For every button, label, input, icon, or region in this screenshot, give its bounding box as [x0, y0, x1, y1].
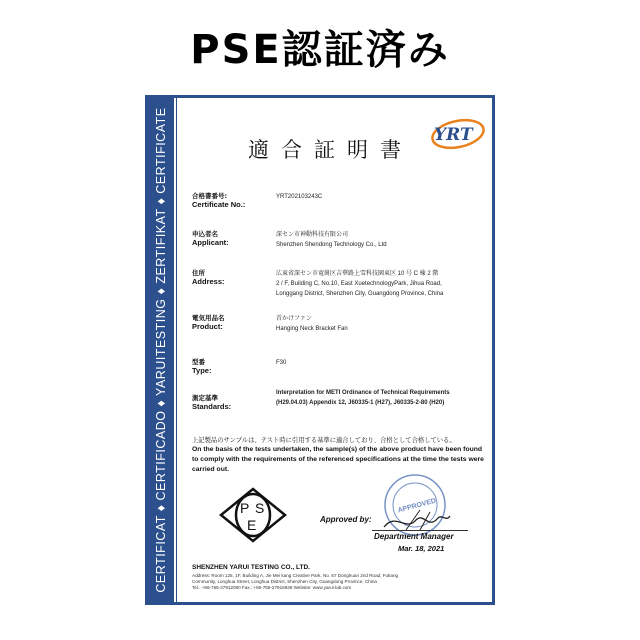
logo-lettering: YRT: [434, 125, 473, 145]
value-line: Longgang District, Shenzhen City, Guangdong Province, China: [276, 291, 444, 297]
certificate: [145, 95, 495, 605]
inner-border-line: [176, 98, 177, 602]
lab-name: SHENZHEN YARUI TESTING CO., LTD.: [192, 564, 310, 571]
label-certificate-no-jp: 合格書番号:: [192, 192, 228, 200]
label-standards-en: Standards:: [192, 402, 232, 411]
lab-address-line-1: Address: Room 125, 1F, Building A, Jie Mei kang Creative Park, No. 57 Donghuan 2nd Road, Fukang: [192, 573, 399, 578]
department-manager-label: Department Manager: [374, 532, 454, 541]
side-band: [148, 98, 174, 602]
label-address-jp: 住所: [192, 269, 205, 277]
value-applicant: [276, 230, 486, 250]
certificate-title: 適合証明書: [248, 138, 413, 162]
pse-mark-icon: [218, 486, 288, 544]
value-line: 広東省深セン市竜崗区吉華路上雪科技園東区 10 号 C 棟 2 階: [276, 271, 439, 277]
label-address-en: Address:: [192, 277, 225, 286]
value-line: 首かけファン: [276, 316, 312, 322]
lab-address-line-2: Community, Longhua Street, Longhua District, Shenzhen City, Guangdong Province, China: [192, 579, 377, 584]
approved-stamp-icon: [376, 472, 454, 538]
value-address: [276, 269, 486, 299]
value-product: [276, 314, 486, 334]
label-product-jp: 電気用品名: [192, 314, 225, 322]
label-applicant-jp: 申込者名: [192, 230, 218, 238]
value-line: 深セン市神動科技有限公司: [276, 232, 349, 238]
note-english: On the basis of the tests undertaken, the sample(s) of the above product have been found to comply with the requirements of the referenced specifications at the time the tests were carried out.: [192, 446, 484, 473]
value-line: Shenzhen Shendong Technology Co., Ltd: [276, 242, 387, 248]
label-type-jp: 型番: [192, 358, 205, 366]
value-line: Hanging Neck Bracket Fan: [276, 326, 348, 332]
signature-line: [372, 530, 468, 531]
value-line: F30: [276, 360, 287, 366]
yrt-logo-icon: [428, 114, 486, 154]
svg-text:P: P: [240, 500, 250, 516]
note-japanese: 上記製品のサンプルは、テスト時に引用する基準に適合しており、合格として合格している。: [192, 437, 456, 444]
banner-title: PSE認証済み: [190, 27, 450, 73]
label-type-en: Type:: [192, 366, 212, 375]
value-certificate-no: [276, 192, 486, 202]
side-band-text: CERTIFICAT ♦ CERTIFICADO ♦ YARUITESTING ♦ ZERTIFIKAT ♦ CERTIFICATE: [154, 107, 168, 593]
label-certificate-no-en: Certificate No.:: [192, 200, 246, 209]
value-standards: [276, 388, 486, 408]
label-standards-jp: 測定基準: [192, 394, 218, 402]
value-line: YRT202103243C: [276, 194, 323, 200]
label-applicant-en: Applicant:: [192, 238, 229, 247]
svg-text:E: E: [247, 517, 257, 533]
lab-contact: Tel.: +86-755-27912080 Fax.: +86-755-27916936 Website: www.yarui-lab.com: [192, 585, 352, 590]
svg-text:S: S: [255, 500, 265, 516]
issue-date: Mar. 18, 2021: [398, 544, 445, 553]
stamp-text: APPROVED: [397, 497, 437, 515]
label-product-en: Product:: [192, 322, 223, 331]
value-line: (H29.04.03) Appendix 12, J60335-1 (H27), J60335-2-80 (H20): [276, 400, 445, 406]
value-line: Interpretation for METI Ordinance of Technical Requirements: [276, 390, 450, 396]
value-line: 2 / F, Building C, No.10, East XuetechnologyPark, Jihua Road,: [276, 281, 442, 287]
value-type: [276, 358, 486, 368]
approved-by-label: Approved by:: [320, 515, 372, 524]
